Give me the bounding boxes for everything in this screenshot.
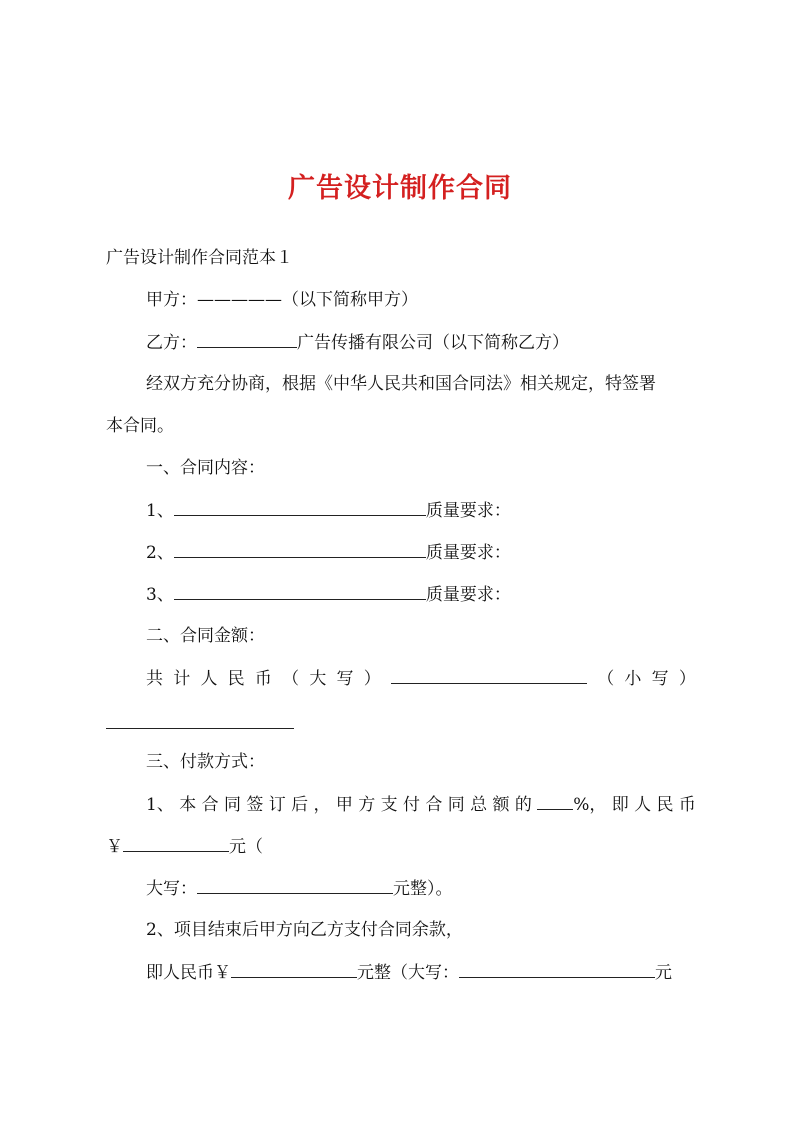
pay-char: 本 bbox=[179, 795, 197, 815]
item-label: 质量要求： bbox=[425, 543, 511, 563]
amount-char: 计 bbox=[173, 669, 191, 689]
pay-char: 即 bbox=[611, 795, 629, 815]
party-b-suffix: 广告传播有限公司（以下简称乙方） bbox=[297, 333, 569, 353]
pay-char: 付 bbox=[402, 795, 420, 815]
amount-char: 写 bbox=[651, 669, 669, 689]
pay-char: 1、 bbox=[146, 795, 174, 815]
uppercase-suffix: 元整）。 bbox=[393, 879, 453, 899]
content-item-2 bbox=[146, 540, 511, 565]
amount-char: 大 bbox=[309, 669, 327, 689]
party-b bbox=[146, 330, 569, 355]
rmb-mid: 元整（大写： bbox=[357, 963, 459, 983]
amount-char: 民 bbox=[227, 669, 245, 689]
rmb-label: 即人民币￥ bbox=[146, 963, 231, 983]
amount-char: ） bbox=[363, 669, 381, 689]
uppercase-amount-blank bbox=[197, 876, 393, 894]
item-number: 2、 bbox=[146, 543, 174, 563]
yuan-amount-blank bbox=[123, 834, 229, 852]
pay-char: 合 bbox=[201, 795, 219, 815]
intro-line-1: 经双方充分协商，根据《中华人民共和国合同法》相关规定，特签署 bbox=[146, 374, 656, 394]
amount-lowercase-blank bbox=[106, 727, 294, 729]
intro-line-2: 本合同。 bbox=[106, 416, 174, 436]
amount-uppercase-blank bbox=[391, 666, 587, 684]
pay-char: 方 bbox=[358, 795, 376, 815]
content-item-1 bbox=[146, 498, 511, 523]
party-b-label: 乙方： bbox=[146, 333, 197, 353]
pay-char: 签 bbox=[246, 795, 264, 815]
pay-char: 同 bbox=[447, 795, 465, 815]
payment-1-row bbox=[146, 792, 696, 817]
rmb-suffix: 元 bbox=[655, 963, 672, 983]
amount-row bbox=[146, 666, 696, 691]
party-b-blank bbox=[197, 330, 297, 348]
item-blank bbox=[174, 540, 426, 558]
amount-char: （ bbox=[597, 669, 615, 689]
pay-char: 的 bbox=[514, 795, 532, 815]
item-label: 质量要求： bbox=[425, 501, 511, 521]
pay-char: 甲 bbox=[335, 795, 353, 815]
percent-blank bbox=[537, 792, 573, 810]
pay-char: 币 bbox=[678, 795, 696, 815]
pay-char: 同 bbox=[223, 795, 241, 815]
pay-char: ， bbox=[313, 795, 331, 815]
uppercase-label: 大写： bbox=[146, 879, 197, 899]
content-item-3 bbox=[146, 582, 511, 607]
pay-percent-group bbox=[537, 792, 606, 817]
item-number: 3、 bbox=[146, 585, 174, 605]
pay-char: 后 bbox=[291, 795, 309, 815]
item-blank bbox=[174, 498, 426, 516]
section-contract-amount: 二、合同金额： bbox=[146, 626, 265, 646]
payment-2: 2、项目结束后甲方向乙方支付合同余款， bbox=[146, 920, 463, 940]
payment-2-line-2 bbox=[146, 960, 672, 985]
pay-char: 人 bbox=[634, 795, 652, 815]
amount-char: 币 bbox=[254, 669, 272, 689]
pay-char: 总 bbox=[470, 795, 488, 815]
pay-char: 民 bbox=[656, 795, 674, 815]
item-blank bbox=[174, 582, 426, 600]
pay-char: 额 bbox=[492, 795, 510, 815]
payment-1-line-2 bbox=[106, 834, 263, 859]
item-number: 1、 bbox=[146, 501, 174, 521]
party-a: 甲方：—————（以下简称甲方） bbox=[146, 290, 418, 310]
yuan-suffix: 元（ bbox=[229, 837, 263, 857]
pay-char: 合 bbox=[425, 795, 443, 815]
pay-percent: %， bbox=[573, 795, 607, 815]
amount-char: ） bbox=[678, 669, 696, 689]
rmb-amount-blank bbox=[231, 960, 357, 978]
section-contract-content: 一、合同内容： bbox=[146, 458, 265, 478]
pay-char: 订 bbox=[268, 795, 286, 815]
subtitle: 广告设计制作合同范本１ bbox=[106, 248, 293, 268]
amount-char: 小 bbox=[624, 669, 642, 689]
amount-char: 人 bbox=[200, 669, 218, 689]
item-label: 质量要求： bbox=[425, 585, 511, 605]
rmb-uppercase-blank bbox=[459, 960, 655, 978]
amount-char: 共 bbox=[146, 669, 163, 689]
payment-1-line-3 bbox=[146, 876, 453, 901]
amount-char: 写 bbox=[336, 669, 354, 689]
amount-char: （ bbox=[282, 669, 300, 689]
document-title: 广告设计制作合同 bbox=[288, 173, 512, 204]
yuan-sign: ￥ bbox=[106, 837, 123, 857]
pay-char: 支 bbox=[380, 795, 398, 815]
section-payment-method: 三、付款方式： bbox=[146, 752, 265, 772]
